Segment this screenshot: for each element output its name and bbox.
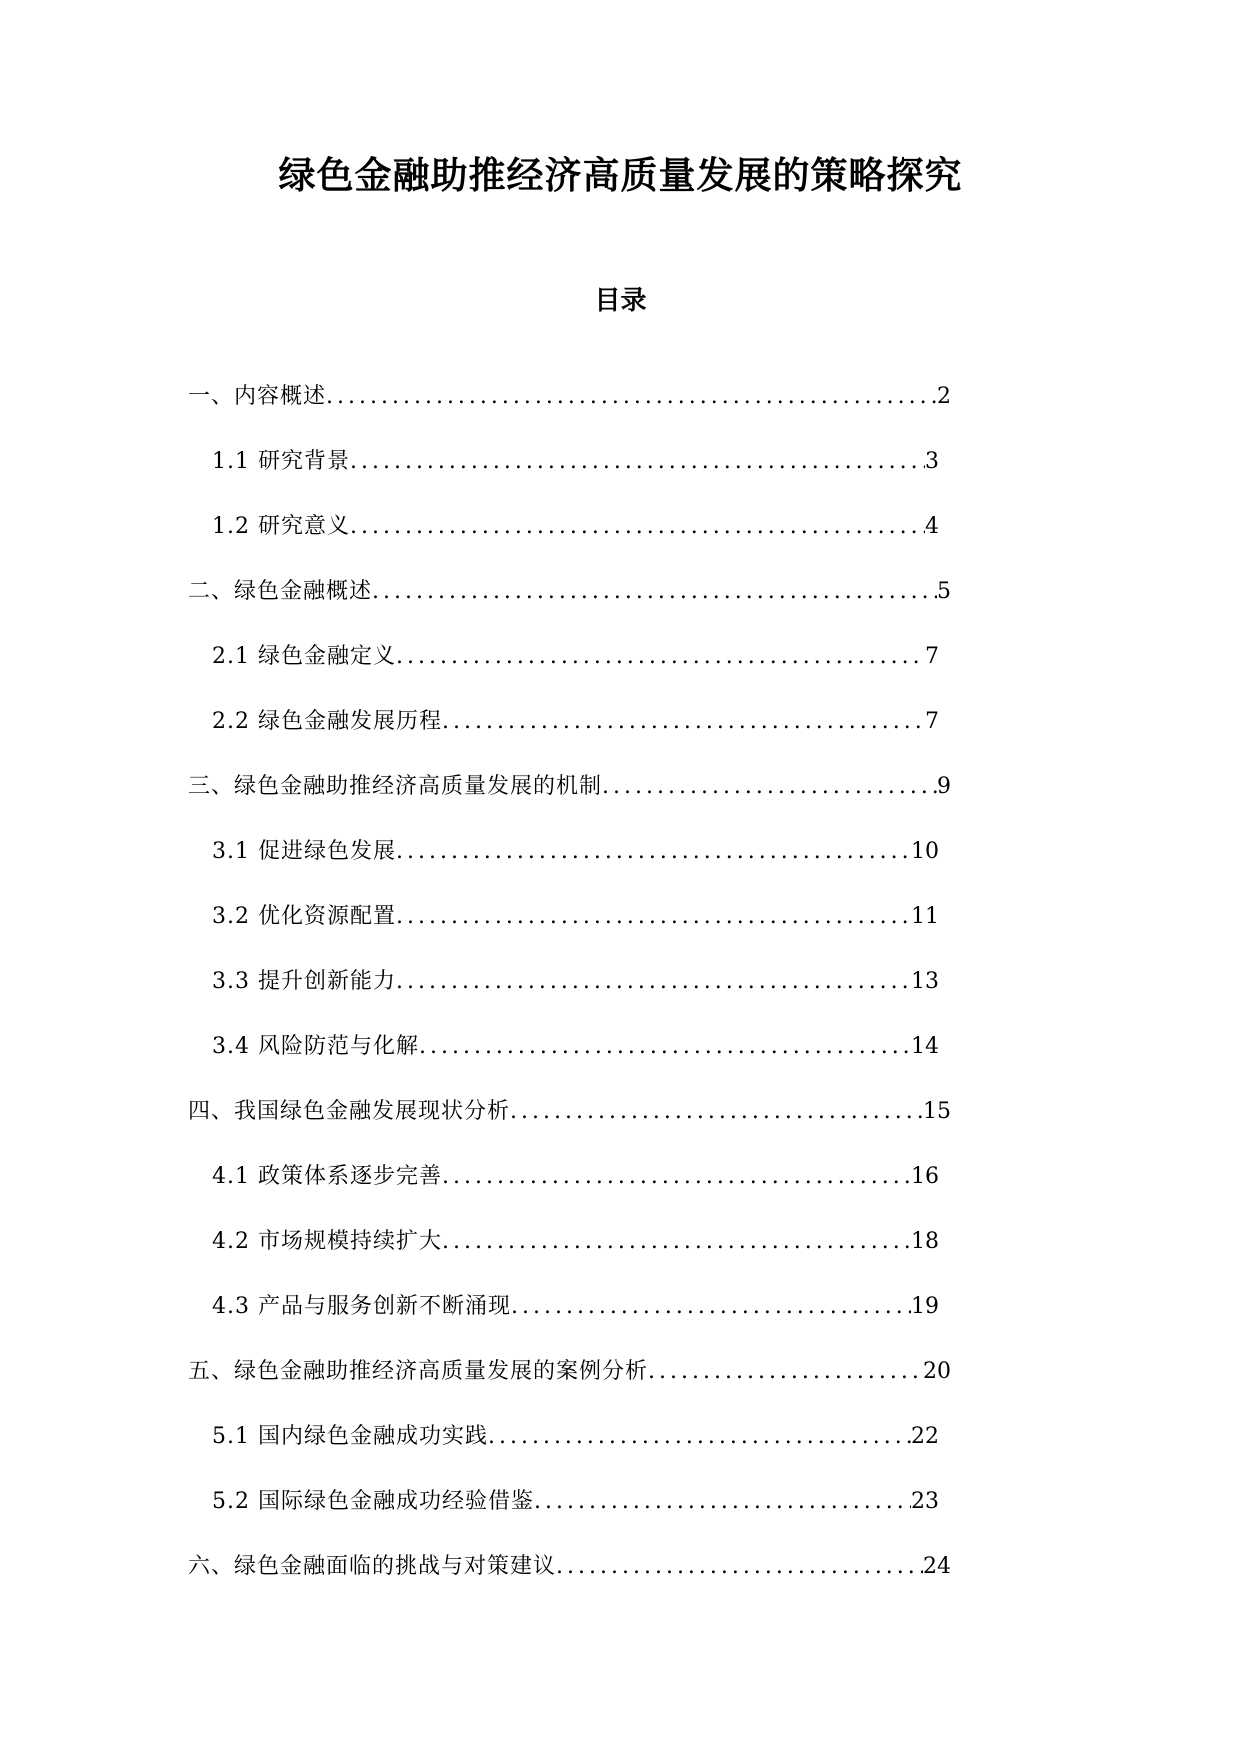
toc-dot-leader <box>396 902 911 932</box>
toc-page-number: 9 <box>937 774 951 799</box>
toc-section-entry[interactable] <box>212 1162 939 1227</box>
toc-section-entry[interactable] <box>212 837 939 902</box>
toc-dot-leader <box>556 1552 923 1582</box>
toc-chapter-entry[interactable] <box>188 382 951 447</box>
toc-dot-leader <box>326 382 937 412</box>
toc-dot-leader <box>396 642 925 672</box>
toc-page-number: 7 <box>925 709 939 734</box>
table-of-contents <box>0 382 1241 1617</box>
toc-entry-title: 4.1 政策体系逐步完善 <box>212 1164 442 1189</box>
toc-dot-leader <box>396 967 911 997</box>
document-title: 绿色金融助推经济高质量发展的策略探究 <box>278 153 963 197</box>
toc-entry-title: 3.2 优化资源配置 <box>212 904 396 929</box>
toc-dot-leader <box>442 1162 911 1192</box>
toc-dot-leader <box>511 1292 911 1322</box>
toc-chapter-entry[interactable] <box>188 577 951 642</box>
toc-dot-leader <box>396 837 911 867</box>
toc-entry-title: 3.1 促进绿色发展 <box>212 839 396 864</box>
toc-entry-title: 3.3 提升创新能力 <box>212 969 396 994</box>
toc-entry-title: 1.1 研究背景 <box>212 449 350 474</box>
toc-chapter-entry[interactable] <box>188 1552 951 1617</box>
toc-section-entry[interactable] <box>212 707 939 772</box>
toc-section-entry[interactable] <box>212 1422 939 1487</box>
toc-section-entry[interactable] <box>212 1292 939 1357</box>
toc-dot-leader <box>442 1227 911 1257</box>
toc-section-entry[interactable] <box>212 902 939 967</box>
toc-page-number: 18 <box>911 1229 939 1254</box>
toc-page-number: 22 <box>911 1424 939 1449</box>
toc-heading: 目录 <box>594 286 647 316</box>
toc-page-number: 5 <box>937 579 951 604</box>
toc-dot-leader <box>534 1487 911 1517</box>
toc-section-entry[interactable] <box>212 967 939 1032</box>
toc-chapter-entry[interactable] <box>188 1357 951 1422</box>
toc-page-number: 23 <box>911 1489 939 1514</box>
toc-page-number: 20 <box>923 1359 951 1384</box>
toc-section-entry[interactable] <box>212 447 939 512</box>
toc-dot-leader <box>648 1357 923 1387</box>
toc-entry-title: 五、绿色金融助推经济高质量发展的案例分析 <box>188 1359 649 1384</box>
toc-dot-leader <box>350 512 925 542</box>
toc-section-entry[interactable] <box>212 642 939 707</box>
toc-section-entry[interactable] <box>212 1032 939 1097</box>
toc-entry-title: 六、绿色金融面临的挑战与对策建议 <box>188 1554 557 1579</box>
toc-page-number: 15 <box>923 1099 951 1124</box>
toc-page-number: 11 <box>911 904 939 929</box>
toc-dot-leader <box>350 447 925 477</box>
toc-entry-title: 1.2 研究意义 <box>212 514 350 539</box>
toc-entry-title: 四、我国绿色金融发展现状分析 <box>188 1099 511 1124</box>
toc-chapter-entry[interactable] <box>188 772 951 837</box>
toc-dot-leader <box>602 772 937 802</box>
toc-entry-title: 4.2 市场规模持续扩大 <box>212 1229 442 1254</box>
toc-dot-leader <box>442 707 925 737</box>
toc-section-entry[interactable] <box>212 512 939 577</box>
toc-chapter-entry[interactable] <box>188 1097 951 1162</box>
toc-dot-leader <box>372 577 937 607</box>
toc-page-number: 16 <box>911 1164 939 1189</box>
toc-page-number: 13 <box>911 969 939 994</box>
toc-section-entry[interactable] <box>212 1487 939 1552</box>
toc-page-number: 24 <box>923 1554 951 1579</box>
toc-dot-leader <box>419 1032 911 1062</box>
toc-entry-title: 5.1 国内绿色金融成功实践 <box>212 1424 488 1449</box>
toc-page-number: 14 <box>911 1034 939 1059</box>
toc-page-number: 3 <box>925 449 939 474</box>
toc-entry-title: 2.1 绿色金融定义 <box>212 644 396 669</box>
toc-page-number: 10 <box>911 839 939 864</box>
toc-section-entry[interactable] <box>212 1227 939 1292</box>
toc-entry-title: 二、绿色金融概述 <box>188 579 373 604</box>
toc-entry-title: 5.2 国际绿色金融成功经验借鉴 <box>212 1489 534 1514</box>
toc-page-number: 7 <box>925 644 939 669</box>
toc-dot-leader <box>510 1097 923 1127</box>
toc-entry-title: 3.4 风险防范与化解 <box>212 1034 419 1059</box>
toc-page-number: 2 <box>937 384 951 409</box>
toc-dot-leader <box>488 1422 911 1452</box>
toc-entry-title: 4.3 产品与服务创新不断涌现 <box>212 1294 511 1319</box>
toc-entry-title: 三、绿色金融助推经济高质量发展的机制 <box>188 774 603 799</box>
toc-page-number: 4 <box>925 514 939 539</box>
toc-page-number: 19 <box>911 1294 939 1319</box>
toc-entry-title: 2.2 绿色金融发展历程 <box>212 709 442 734</box>
toc-entry-title: 一、内容概述 <box>188 384 327 409</box>
